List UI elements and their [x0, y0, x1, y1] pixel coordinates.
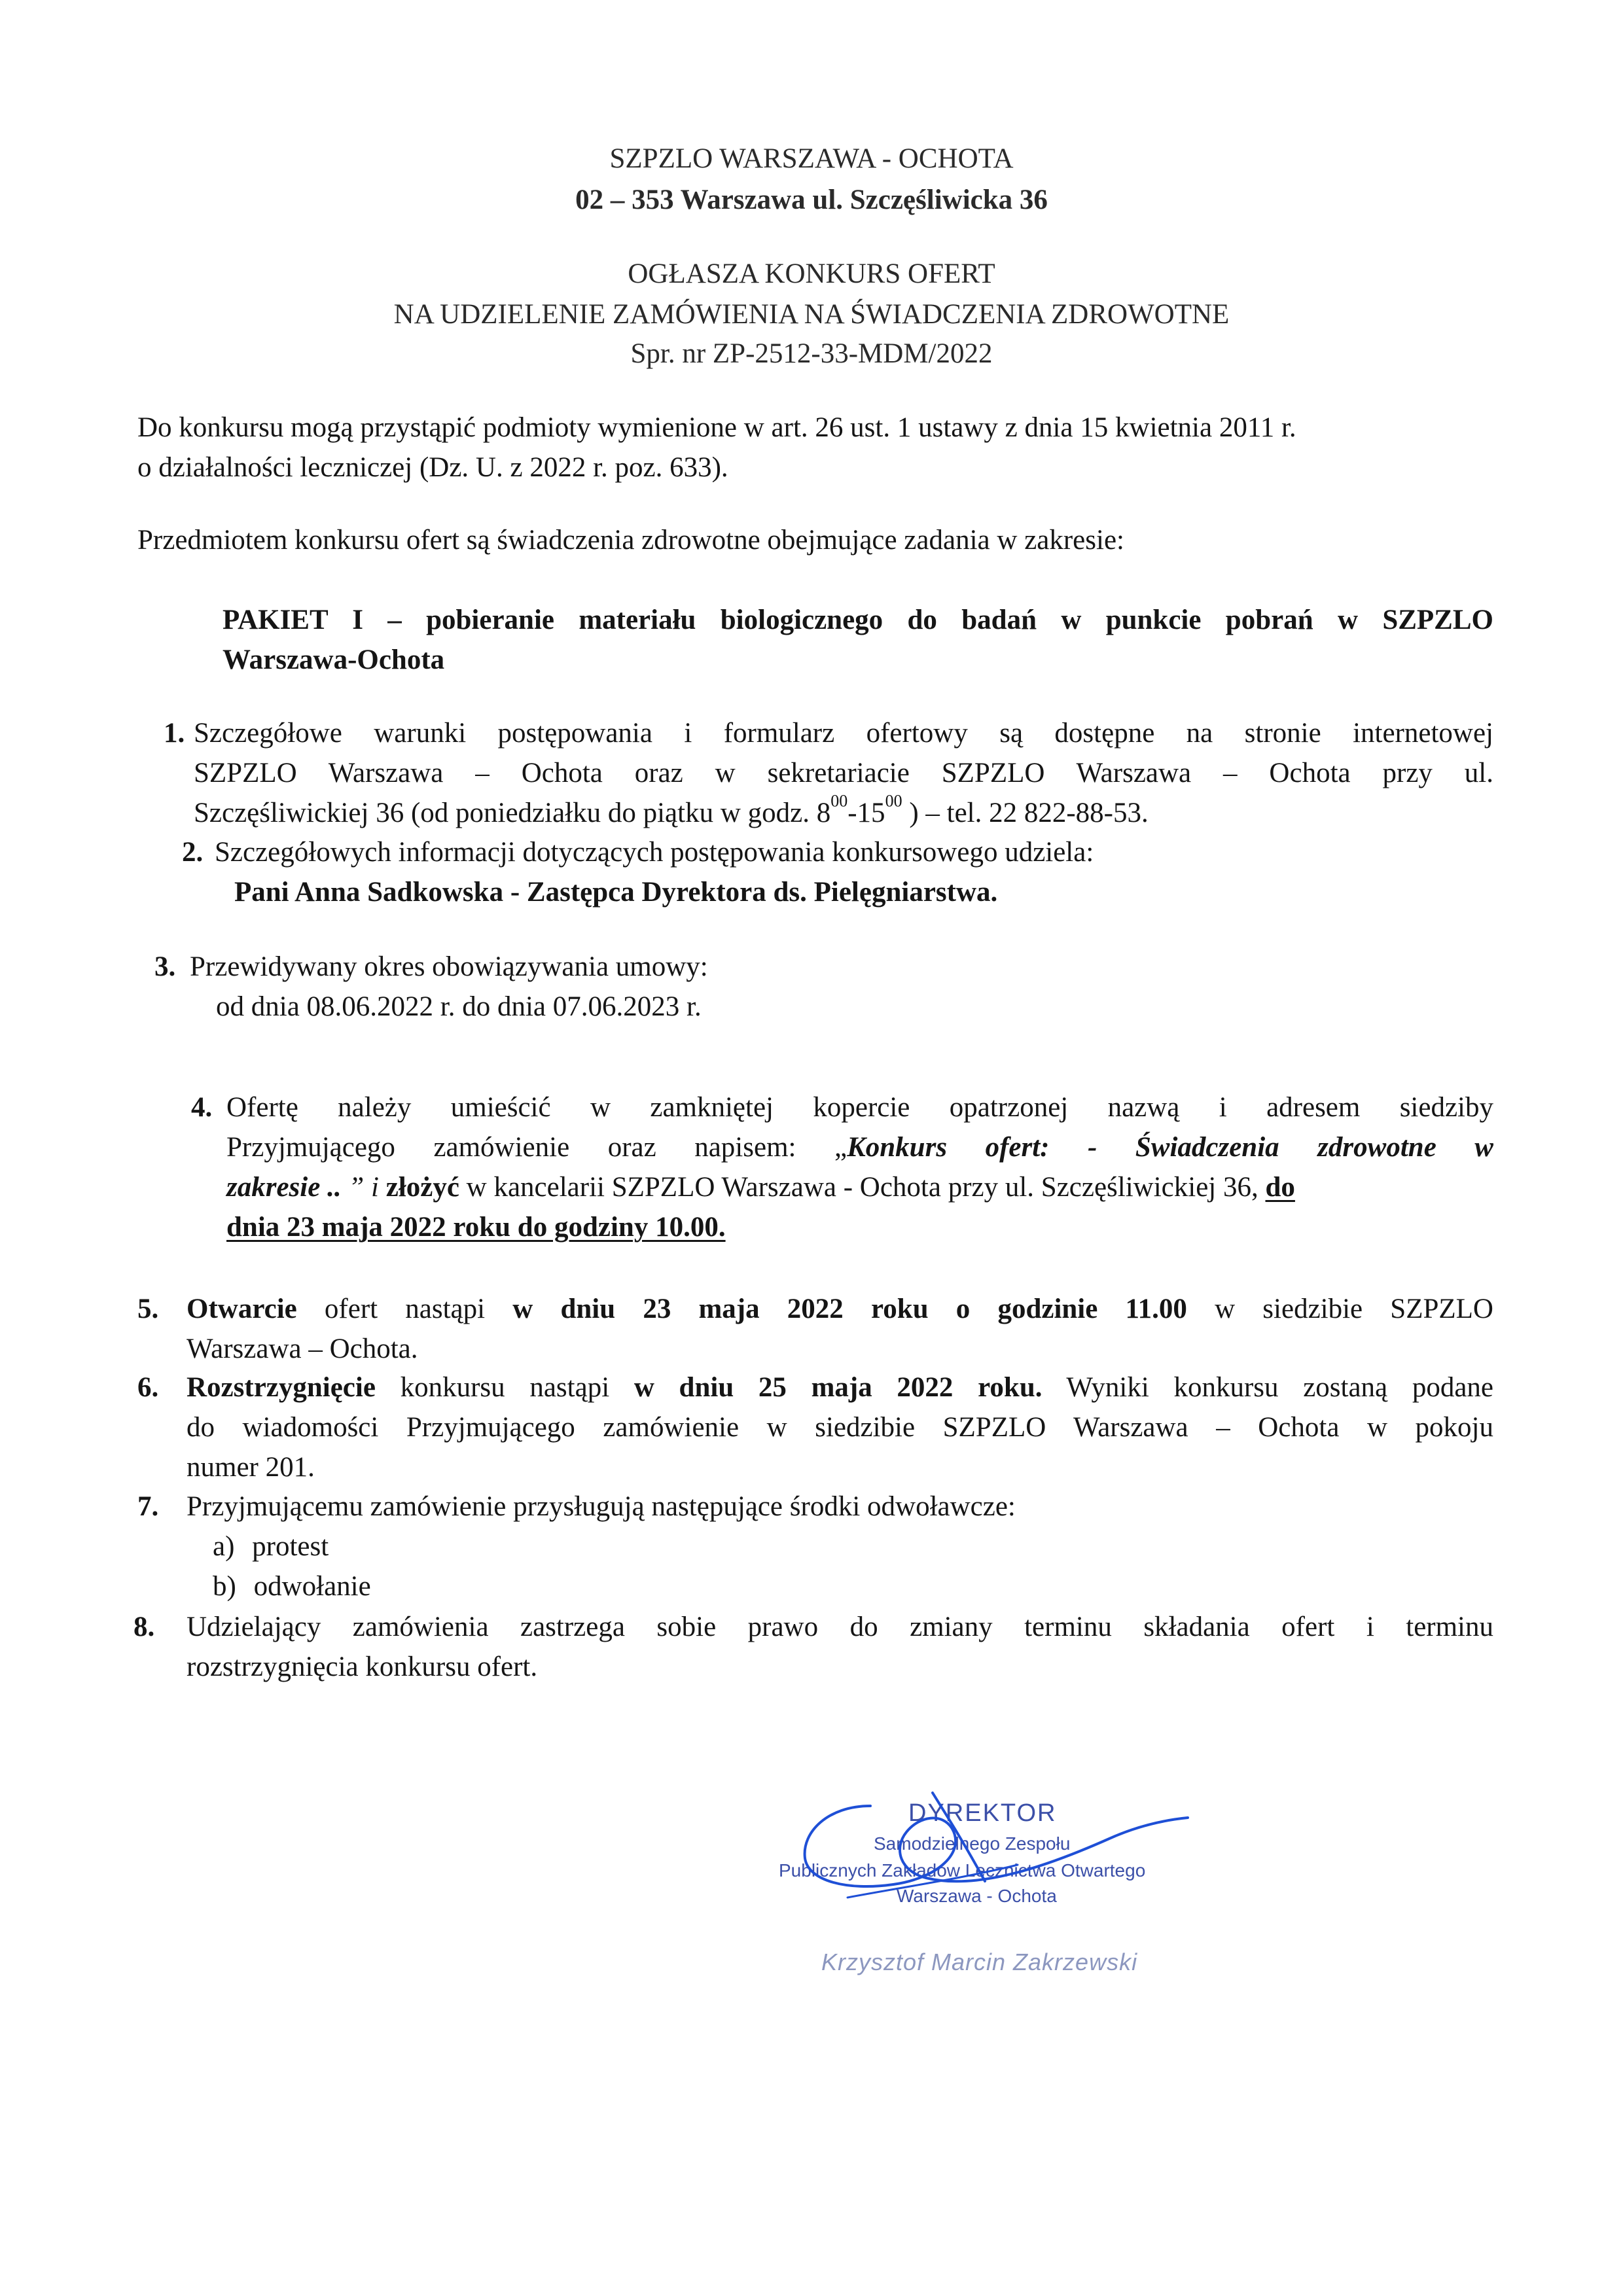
item-4-submit-word: złożyć [385, 1172, 459, 1203]
item-2 [215, 832, 1094, 912]
item-1-line-1: Szczegółowe warunki postępowania i formularz ofertowy są dostępne na stronie internetowej [194, 718, 1493, 749]
title-line-1: OGŁASZA KONKURS OFERT [628, 258, 995, 289]
item-5-date: w dniu 23 maja 2022 roku o godzinie 11.00 [512, 1294, 1187, 1324]
item-4-line-2 [226, 1127, 1493, 1167]
item-4 [226, 1087, 1493, 1247]
intro-line-2: o działalności leczniczej (Dz. U. z 2022 r. poz. 633). [137, 452, 728, 483]
item-6-resolution: Rozstrzygnięcie [187, 1372, 376, 1403]
item-7 [187, 1487, 1016, 1606]
case-number [0, 334, 1623, 374]
option-b-marker: b) [213, 1571, 236, 1602]
subject-text: Przedmiotem konkursu ofert są świadczenia zdrowotne obejmujące zadania w zakresie: [137, 525, 1124, 556]
item-8-number: 8. [134, 1612, 155, 1642]
option-a-marker: a) [213, 1531, 235, 1562]
item-1-phone: ) – tel. 22 822-88-53. [902, 798, 1149, 828]
item-2-number: 2. [182, 837, 204, 868]
item-7-number: 7. [137, 1491, 159, 1522]
item-4-line-1: Ofertę należy umieścić w zamkniętej kopercie opatrzonej nazwą i adresem siedziby [226, 1092, 1493, 1123]
item-1-line-3 [194, 793, 1493, 833]
item-4-line-2-start: Przyjmującego zamówienie oraz napisem: „ [226, 1132, 847, 1163]
stamp-title: DYREKTOR [908, 1799, 1057, 1827]
item-6-line-3: numer 201. [187, 1452, 315, 1483]
item-6-date: w dniu 25 maja 2022 roku. [633, 1372, 1043, 1403]
item-6-text: konkursu nastąpi [375, 1372, 634, 1403]
package-line-1: PAKIET I – pobieranie materiału biologicznego do badań w punkcie pobrań w SZPZLO [223, 605, 1493, 635]
item-4-quote-close: ” i [341, 1172, 386, 1203]
item-5-opening: Otwarcie [187, 1294, 297, 1324]
option-b-text: odwołanie [253, 1571, 371, 1602]
stamp-line-3: Publicznych Zakładów Lecznictwa Otwartego [779, 1860, 1146, 1881]
intro-line-1: Do konkursu mogą przystąpić podmioty wymienione w art. 26 ust. 1 ustawy z dnia 15 kwietnia 2011 r. [137, 412, 1296, 443]
item-2-line-1: Szczegółowych informacji dotyczących postępowania konkursowego udziela: [215, 837, 1094, 868]
item-6 [187, 1368, 1493, 1487]
signature-stroke-3 [847, 1865, 1018, 1898]
item-5-line-1 [187, 1289, 1493, 1329]
item-6-number: 6. [137, 1372, 159, 1403]
item-7-line-1: Przyjmującemu zamówienie przysługują następujące środki odwoławcze: [187, 1491, 1016, 1522]
item-5-place: w siedzibie SZPZLO [1186, 1294, 1493, 1324]
item-5-number: 5. [137, 1294, 159, 1324]
item-8 [187, 1607, 1493, 1687]
address-text: 02 – 353 Warszawa ul. Szczęśliwicka 36 [575, 185, 1048, 215]
organization-address [0, 180, 1623, 220]
item-8-line-2: rozstrzygnięcia konkursu ofert. [187, 1651, 538, 1682]
item-3-period: od dnia 08.06.2022 r. do dnia 07.06.2023 r. [216, 991, 702, 1022]
announcement-title [0, 254, 1623, 294]
item-7-option-b [187, 1566, 1016, 1606]
item-1-hours-end: -15 [847, 798, 885, 828]
item-3-number: 3. [154, 951, 176, 982]
item-3 [190, 947, 708, 1027]
item-5 [187, 1289, 1493, 1369]
option-a-text: protest [252, 1531, 329, 1562]
title-line-2: NA UDZIELENIE ZAMÓWIENIA NA ŚWIADCZENIA ZDROWOTNE [393, 299, 1230, 330]
item-4-envelope-label: Konkurs ofert: - Świadczenia zdrowotne w [847, 1132, 1493, 1163]
package-description [223, 600, 1493, 680]
signature-stroke-1 [805, 1806, 1188, 1886]
item-4-line-3 [226, 1167, 1493, 1207]
item-4-deadline-start: do [1265, 1172, 1295, 1203]
item-2-contact: Pani Anna Sadkowska - Zastępca Dyrektora ds. Pielęgniarstwa. [234, 877, 998, 908]
intro-paragraph [137, 408, 1296, 487]
item-1-sup-1: 00 [830, 791, 848, 811]
stamp-name: Krzysztof Marcin Zakrzewski [821, 1949, 1138, 1975]
case-number-text: Spr. nr ZP-2512-33-MDM/2022 [630, 338, 993, 369]
item-4-number: 4. [191, 1092, 213, 1123]
item-8-line-1: Udzielający zamówienia zastrzega sobie prawo do zmiany terminu składania ofert i terminu [187, 1612, 1493, 1642]
subject-paragraph [137, 520, 1124, 560]
item-5-line-2: Warszawa – Ochota. [187, 1333, 418, 1364]
item-6-line-1 [187, 1368, 1493, 1407]
item-4-deadline: dnia 23 maja 2022 roku do godziny 10.00. [226, 1212, 726, 1243]
item-5-text: ofert nastąpi [296, 1294, 513, 1324]
organization-name [0, 139, 1623, 179]
package-line-2: Warszawa-Ochota [223, 645, 445, 675]
item-6-results: Wyniki konkursu zostaną podane [1042, 1372, 1493, 1403]
item-1-number: 1. [164, 718, 185, 749]
item-1-hours-text: Szczęśliwickiej 36 (od poniedziałku do piątku w godz. 8 [194, 798, 831, 828]
item-7-option-a [187, 1527, 1016, 1566]
stamp-line-2: Samodzielnego Zespołu [874, 1833, 1071, 1854]
item-1-sup-2: 00 [885, 791, 902, 811]
item-1 [194, 713, 1493, 833]
item-1-line-2: SZPZLO Warszawa – Ochota oraz w sekretariacie SZPZLO Warszawa – Ochota przy ul. [194, 758, 1493, 788]
item-4-office: w kancelarii SZPZLO Warszawa - Ochota przy ul. Szczęśliwickiej 36, [459, 1172, 1266, 1203]
item-4-envelope-label-end: zakresie .. [226, 1172, 342, 1203]
item-3-line-1: Przewidywany okres obowiązywania umowy: [190, 951, 708, 982]
handwritten-signature [769, 1767, 1227, 1917]
stamp-line-4: Warszawa - Ochota [897, 1886, 1057, 1906]
announcement-subtitle [0, 294, 1623, 334]
item-6-line-2: do wiadomości Przyjmującego zamówienie w siedzibie SZPZLO Warszawa – Ochota w pokoju [187, 1412, 1493, 1443]
org-text: SZPZLO WARSZAWA - OCHOTA [609, 143, 1014, 174]
